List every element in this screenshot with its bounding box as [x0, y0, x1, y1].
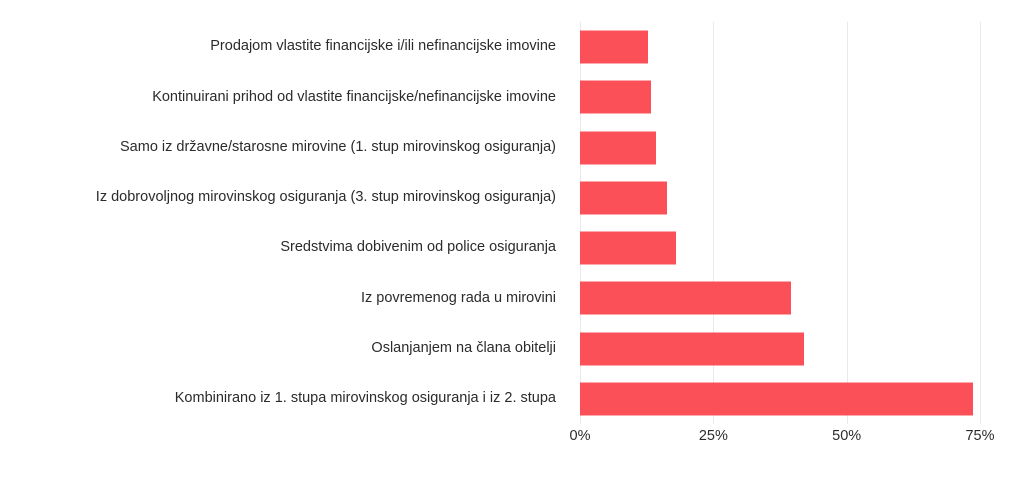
x-tick-label: 75% — [965, 428, 995, 444]
bar-row — [580, 173, 980, 223]
value-axis-ticks — [569, 428, 995, 450]
category-label-text: Oslanjanjem na člana obitelji — [371, 339, 556, 356]
category-label — [0, 173, 568, 223]
category-label — [0, 123, 568, 173]
x-tick-label: 0% — [569, 428, 591, 444]
category-label — [0, 324, 568, 374]
category-label-text: Kontinuirani prihod od vlastite financijske/nefinancijske imovine — [152, 88, 556, 105]
bar-row — [580, 374, 980, 424]
bars-group — [580, 22, 980, 424]
bar — [580, 282, 791, 315]
plot-area — [580, 22, 980, 424]
bar-row — [580, 72, 980, 122]
category-label-text: Iz dobrovoljnog mirovinskog osiguranja (3. stup mirovinskog osiguranja) — [95, 189, 556, 206]
bar — [580, 232, 676, 265]
bar-row — [580, 22, 980, 72]
bar — [580, 81, 651, 114]
bar-row — [580, 123, 980, 173]
bar-row — [580, 223, 980, 273]
category-label — [0, 374, 568, 424]
bar-row — [580, 273, 980, 323]
category-label — [0, 223, 568, 273]
category-label-text: Prodajom vlastite financijske i/ili nefinancijske imovine — [210, 38, 556, 55]
category-label-text: Kombinirano iz 1. stupa mirovinskog osiguranja i iz 2. stupa — [174, 390, 556, 407]
bar — [580, 332, 804, 365]
category-label-text: Iz povremenog rada u mirovini — [360, 289, 556, 306]
bar — [580, 131, 656, 164]
gridline — [980, 22, 981, 424]
category-label — [0, 273, 568, 323]
category-label-text: Samo iz državne/starosne mirovine (1. stup mirovinskog osiguranja) — [120, 138, 556, 155]
category-axis-labels — [0, 22, 568, 424]
bar-row — [580, 324, 980, 374]
category-label — [0, 72, 568, 122]
category-label — [0, 22, 568, 72]
x-tick-label: 50% — [832, 428, 862, 444]
category-label-text: Sredstvima dobivenim od police osiguranja — [280, 239, 556, 256]
bar — [580, 382, 973, 415]
bar — [580, 31, 648, 64]
bar — [580, 181, 667, 214]
x-tick-label: 25% — [698, 428, 728, 444]
